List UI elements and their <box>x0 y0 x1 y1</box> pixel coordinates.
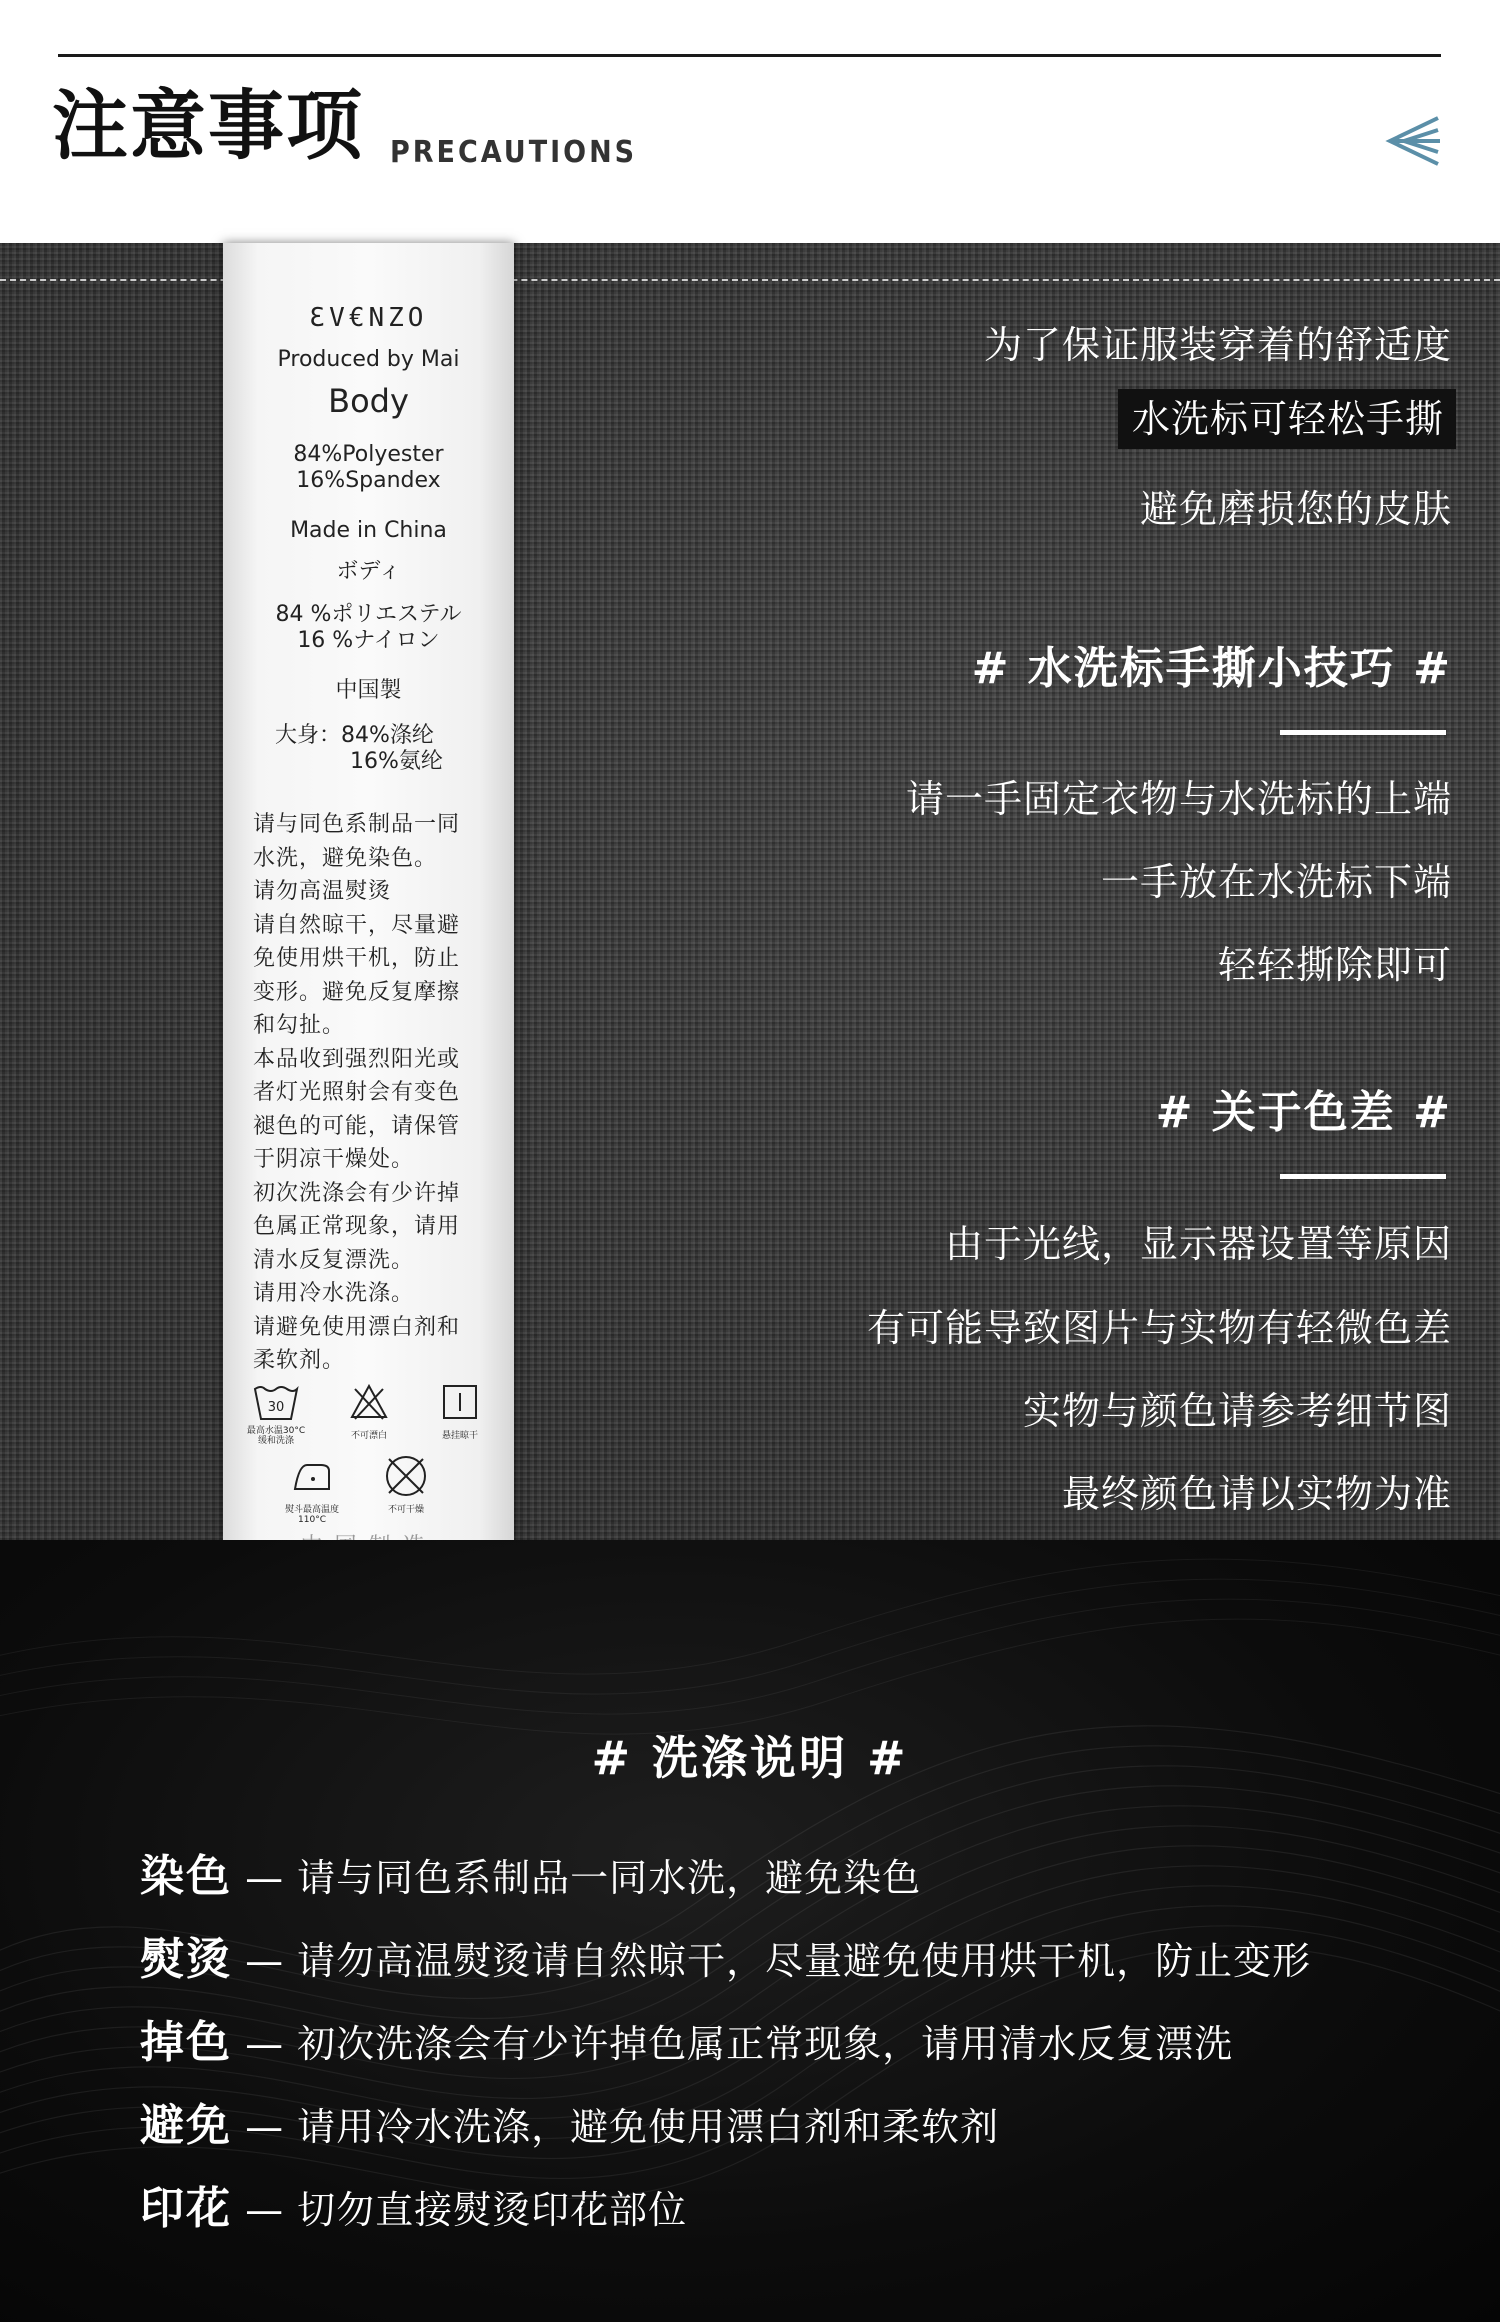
care-line: 变形。避免反复摩擦 <box>253 979 461 1005</box>
label-body-jp: ボディ <box>336 559 401 584</box>
label-fabric-cn-2: 16%氨纶 <box>350 749 443 774</box>
iron-caption: 熨斗最高温度110°C <box>284 1505 339 1525</box>
care-line: 请勿高温熨烫 <box>253 879 392 904</box>
tips-heading: # 水洗标手撕小技巧 # <box>971 643 1452 694</box>
wash-item-desc: — 切勿直接熨烫印花部位 <box>232 2188 688 2232</box>
care-line: 免使用烘干机，防止 <box>253 946 461 971</box>
wash-item-term: 熨烫 <box>140 1934 232 1985</box>
care-label <box>223 243 514 1540</box>
wash-item-desc: — 请用冷水洗涤，避免使用漂白剂和柔软剂 <box>232 2105 1000 2149</box>
label-brand-logo: ƐV€NZO <box>309 303 428 333</box>
wash-item-avoid <box>140 2100 1000 2151</box>
wash-item-ironing <box>140 1934 1312 1985</box>
care-line: 请自然晾干，尽量避 <box>253 912 461 938</box>
wash-item-desc: — 初次洗涤会有少许掉色属正常现象，请用清水反复漂洗 <box>232 2022 1234 2066</box>
iron-low-icon <box>291 1461 333 1493</box>
label-fabric-jp-1: 84 %ポリエステル <box>275 602 462 627</box>
tips-line: 一手放在水洗标下端 <box>1100 860 1452 904</box>
label-fabric-en-1: 84%Polyester <box>293 442 444 467</box>
bleach-caption: 不可漂白 <box>350 1431 387 1441</box>
tips-line: 轻轻撕除即可 <box>1217 943 1452 987</box>
intro-line-1: 为了保证服装穿着的舒适度 <box>983 323 1452 367</box>
care-line: 请与同色系制品一同 <box>253 812 461 837</box>
color-diff-line: 由于光线，显示器设置等原因 <box>944 1222 1452 1266</box>
no-bleach-icon <box>349 1383 389 1421</box>
care-line: 褪色的可能，请保管 <box>253 1113 461 1139</box>
wash-instructions-section <box>0 1540 1500 2322</box>
care-line: 色属正常现象，请用 <box>253 1214 461 1239</box>
hang-dry-icon <box>441 1383 479 1421</box>
label-fabric-jp-2: 16 %ナイロン <box>297 628 440 653</box>
care-line: 本品收到强烈阳光或 <box>253 1046 461 1072</box>
wash-item-term: 染色 <box>140 1851 232 1902</box>
page-header <box>0 0 1500 243</box>
care-line: 于阴凉干燥处。 <box>253 1147 415 1172</box>
wash-caption: 最高水温30°C 缓和洗涤 <box>246 1426 306 1446</box>
care-line: 水洗，避免染色。 <box>253 845 438 871</box>
label-produced-by: Produced by Mai <box>277 347 460 372</box>
page-title: 注意事项 <box>52 81 364 170</box>
wash-item-fading <box>140 2017 1234 2068</box>
color-diff-line: 实物与颜色请参考细节图 <box>1022 1389 1452 1433</box>
color-diff-underline <box>1280 1174 1446 1179</box>
color-diff-line: 有可能导致图片与实物有轻微色差 <box>866 1306 1452 1350</box>
care-line: 柔软剂。 <box>253 1348 346 1373</box>
page-subtitle: PRECAUTIONS <box>390 135 638 170</box>
wash-item-print <box>140 2183 688 2234</box>
color-diff-line: 最终颜色请以实物为准 <box>1061 1472 1452 1516</box>
care-line: 请用冷水洗涤。 <box>253 1281 415 1306</box>
wash-item-term: 避免 <box>140 2100 232 2151</box>
wash-item-desc: — 请勿高温熨烫请自然晾干，尽量避免使用烘干机，防止变形 <box>232 1939 1312 1983</box>
label-fabric-en-2: 16%Spandex <box>296 468 441 493</box>
label-body: Body <box>328 382 409 420</box>
label-made-in: Made in China <box>290 518 447 543</box>
header-rule <box>58 54 1441 57</box>
wash-temp-text: 30 <box>267 1400 285 1415</box>
tips-underline <box>1280 730 1446 735</box>
wash-item-term: 印花 <box>140 2183 232 2234</box>
color-diff-heading: # 关于色差 # <box>1155 1087 1452 1138</box>
fabric-section <box>0 243 1500 1540</box>
tumble-caption: 不可干燥 <box>387 1505 424 1515</box>
label-fabric-cn-1: 大身：84%涤纶 <box>275 723 434 748</box>
care-line: 清水反复漂洗。 <box>253 1247 415 1273</box>
no-tumble-dry-icon <box>383 1453 429 1499</box>
dry-caption: 悬挂晾干 <box>441 1431 478 1441</box>
tips-line: 请一手固定衣物与水洗标的上端 <box>905 777 1452 821</box>
wash-title: # 洗涤说明 # <box>591 1731 909 1785</box>
label-care-text <box>253 808 493 1378</box>
care-line: 请避免使用漂白剂和 <box>253 1314 461 1340</box>
wash-item-term: 掉色 <box>140 2017 232 2068</box>
intro-highlight: 水洗标可轻松手撕 <box>1118 389 1456 449</box>
care-line: 和勾扯。 <box>253 1013 346 1038</box>
wash-item-desc: — 请与同色系制品一同水洗，避免染色 <box>232 1856 922 1900</box>
label-made-jp: 中国製 <box>335 678 402 703</box>
wash-30-icon <box>253 1383 299 1423</box>
care-line: 者灯光照射会有变色 <box>253 1080 461 1105</box>
intro-line-3: 避免磨损您的皮肤 <box>1139 487 1452 531</box>
double-chevron-left-icon <box>1384 112 1444 170</box>
care-line: 初次洗涤会有少许掉 <box>253 1180 461 1206</box>
wash-item-dyeing <box>140 1851 922 1902</box>
